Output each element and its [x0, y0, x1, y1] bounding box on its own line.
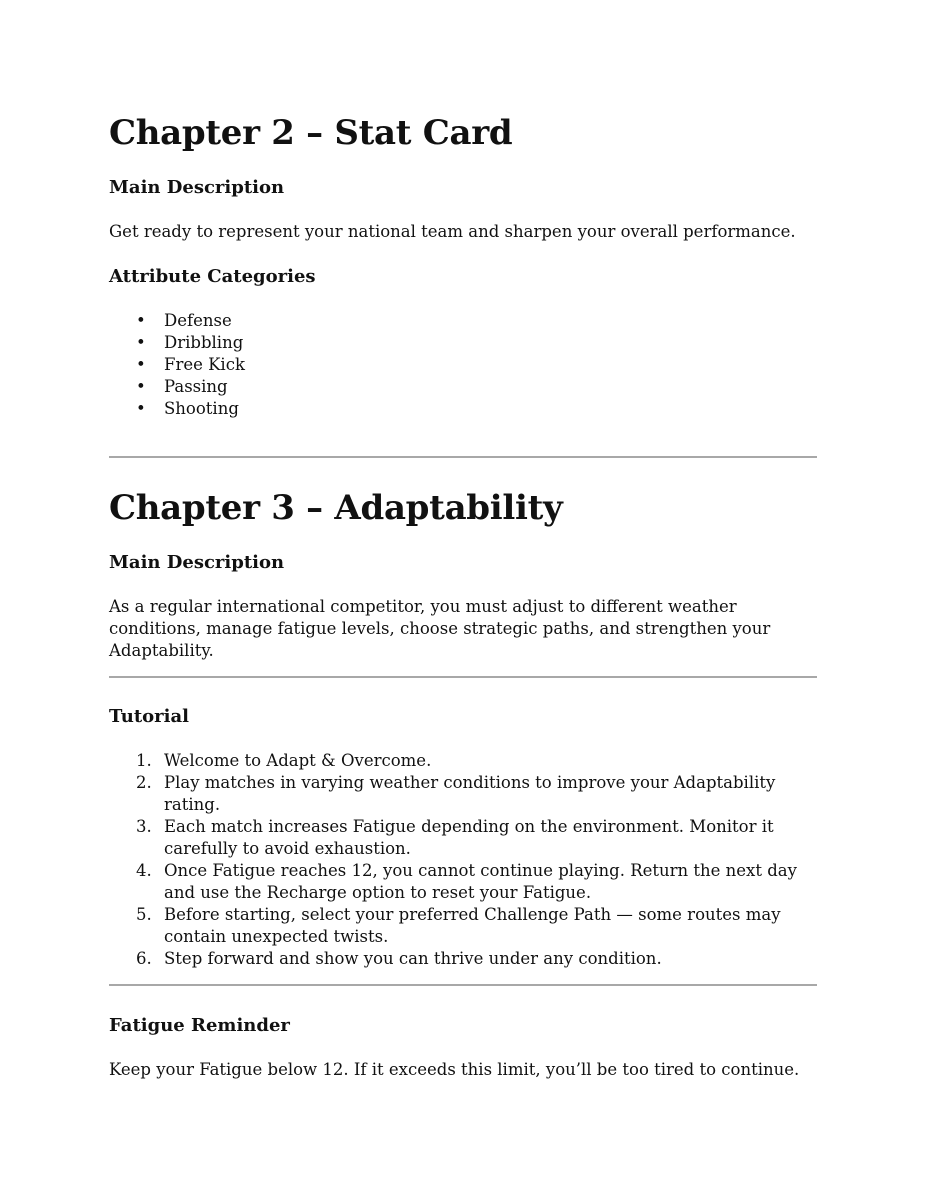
- chapter-3-main-description-text: As a regular international competitor, you must adjust to different weather conditions, manage fatigue levels, choose strategic paths, and strengthen your Adaptability.: [109, 597, 771, 660]
- list-item: [109, 772, 817, 816]
- step-number: 4.: [136, 861, 152, 880]
- step-number: 6.: [136, 949, 152, 968]
- tutorial-steps-list: [109, 750, 817, 970]
- divider: [109, 676, 817, 678]
- list-item: [109, 860, 817, 904]
- step-text: Welcome to Adapt & Overcome.: [164, 751, 432, 770]
- attribute-categories-heading: Attribute Categories: [109, 266, 316, 287]
- chapter-2-main-description-heading: Main Description: [109, 177, 285, 198]
- list-item: [109, 750, 817, 772]
- list-item: • Shooting: [109, 398, 817, 420]
- step-text: Each match increases Fatigue depending on the environment. Monitor it carefully to avoid exhaustion.: [164, 817, 774, 858]
- fatigue-reminder-text: Keep your Fatigue below 12. If it exceeds this limit, you’ll be too tired to continue.: [109, 1060, 800, 1079]
- divider: [109, 984, 817, 986]
- list-item: • Dribbling: [109, 332, 817, 354]
- fatigue-reminder-heading: Fatigue Reminder: [109, 1015, 290, 1036]
- list-item: [109, 948, 817, 970]
- chapter-3-title: Chapter 3 – Adaptability: [109, 488, 563, 528]
- chapter-2-title: Chapter 2 – Stat Card: [109, 113, 513, 153]
- list-item: [109, 904, 817, 948]
- step-text: Step forward and show you can thrive under any condition.: [164, 949, 662, 968]
- chapter-2-main-description-text: Get ready to represent your national team and sharpen your overall performance.: [109, 222, 796, 241]
- list-item: [109, 816, 817, 860]
- list-item: • Defense: [109, 310, 817, 332]
- step-number: 1.: [136, 751, 152, 770]
- step-text: Play matches in varying weather conditions to improve your Adaptability rating.: [164, 773, 776, 814]
- step-number: 5.: [136, 905, 152, 924]
- tutorial-heading: Tutorial: [109, 706, 189, 727]
- list-item: • Free Kick: [109, 354, 817, 376]
- step-text: Once Fatigue reaches 12, you cannot continue playing. Return the next day and use the Recharge option to reset your Fatigue.: [164, 861, 797, 902]
- attribute-categories-list: [109, 310, 817, 420]
- step-number: 3.: [136, 817, 152, 836]
- step-number: 2.: [136, 773, 152, 792]
- chapter-3-main-description-heading: Main Description: [109, 552, 285, 573]
- divider: [109, 456, 817, 458]
- list-item: • Passing: [109, 376, 817, 398]
- step-text: Before starting, select your preferred Challenge Path — some routes may contain unexpected twists.: [164, 905, 781, 946]
